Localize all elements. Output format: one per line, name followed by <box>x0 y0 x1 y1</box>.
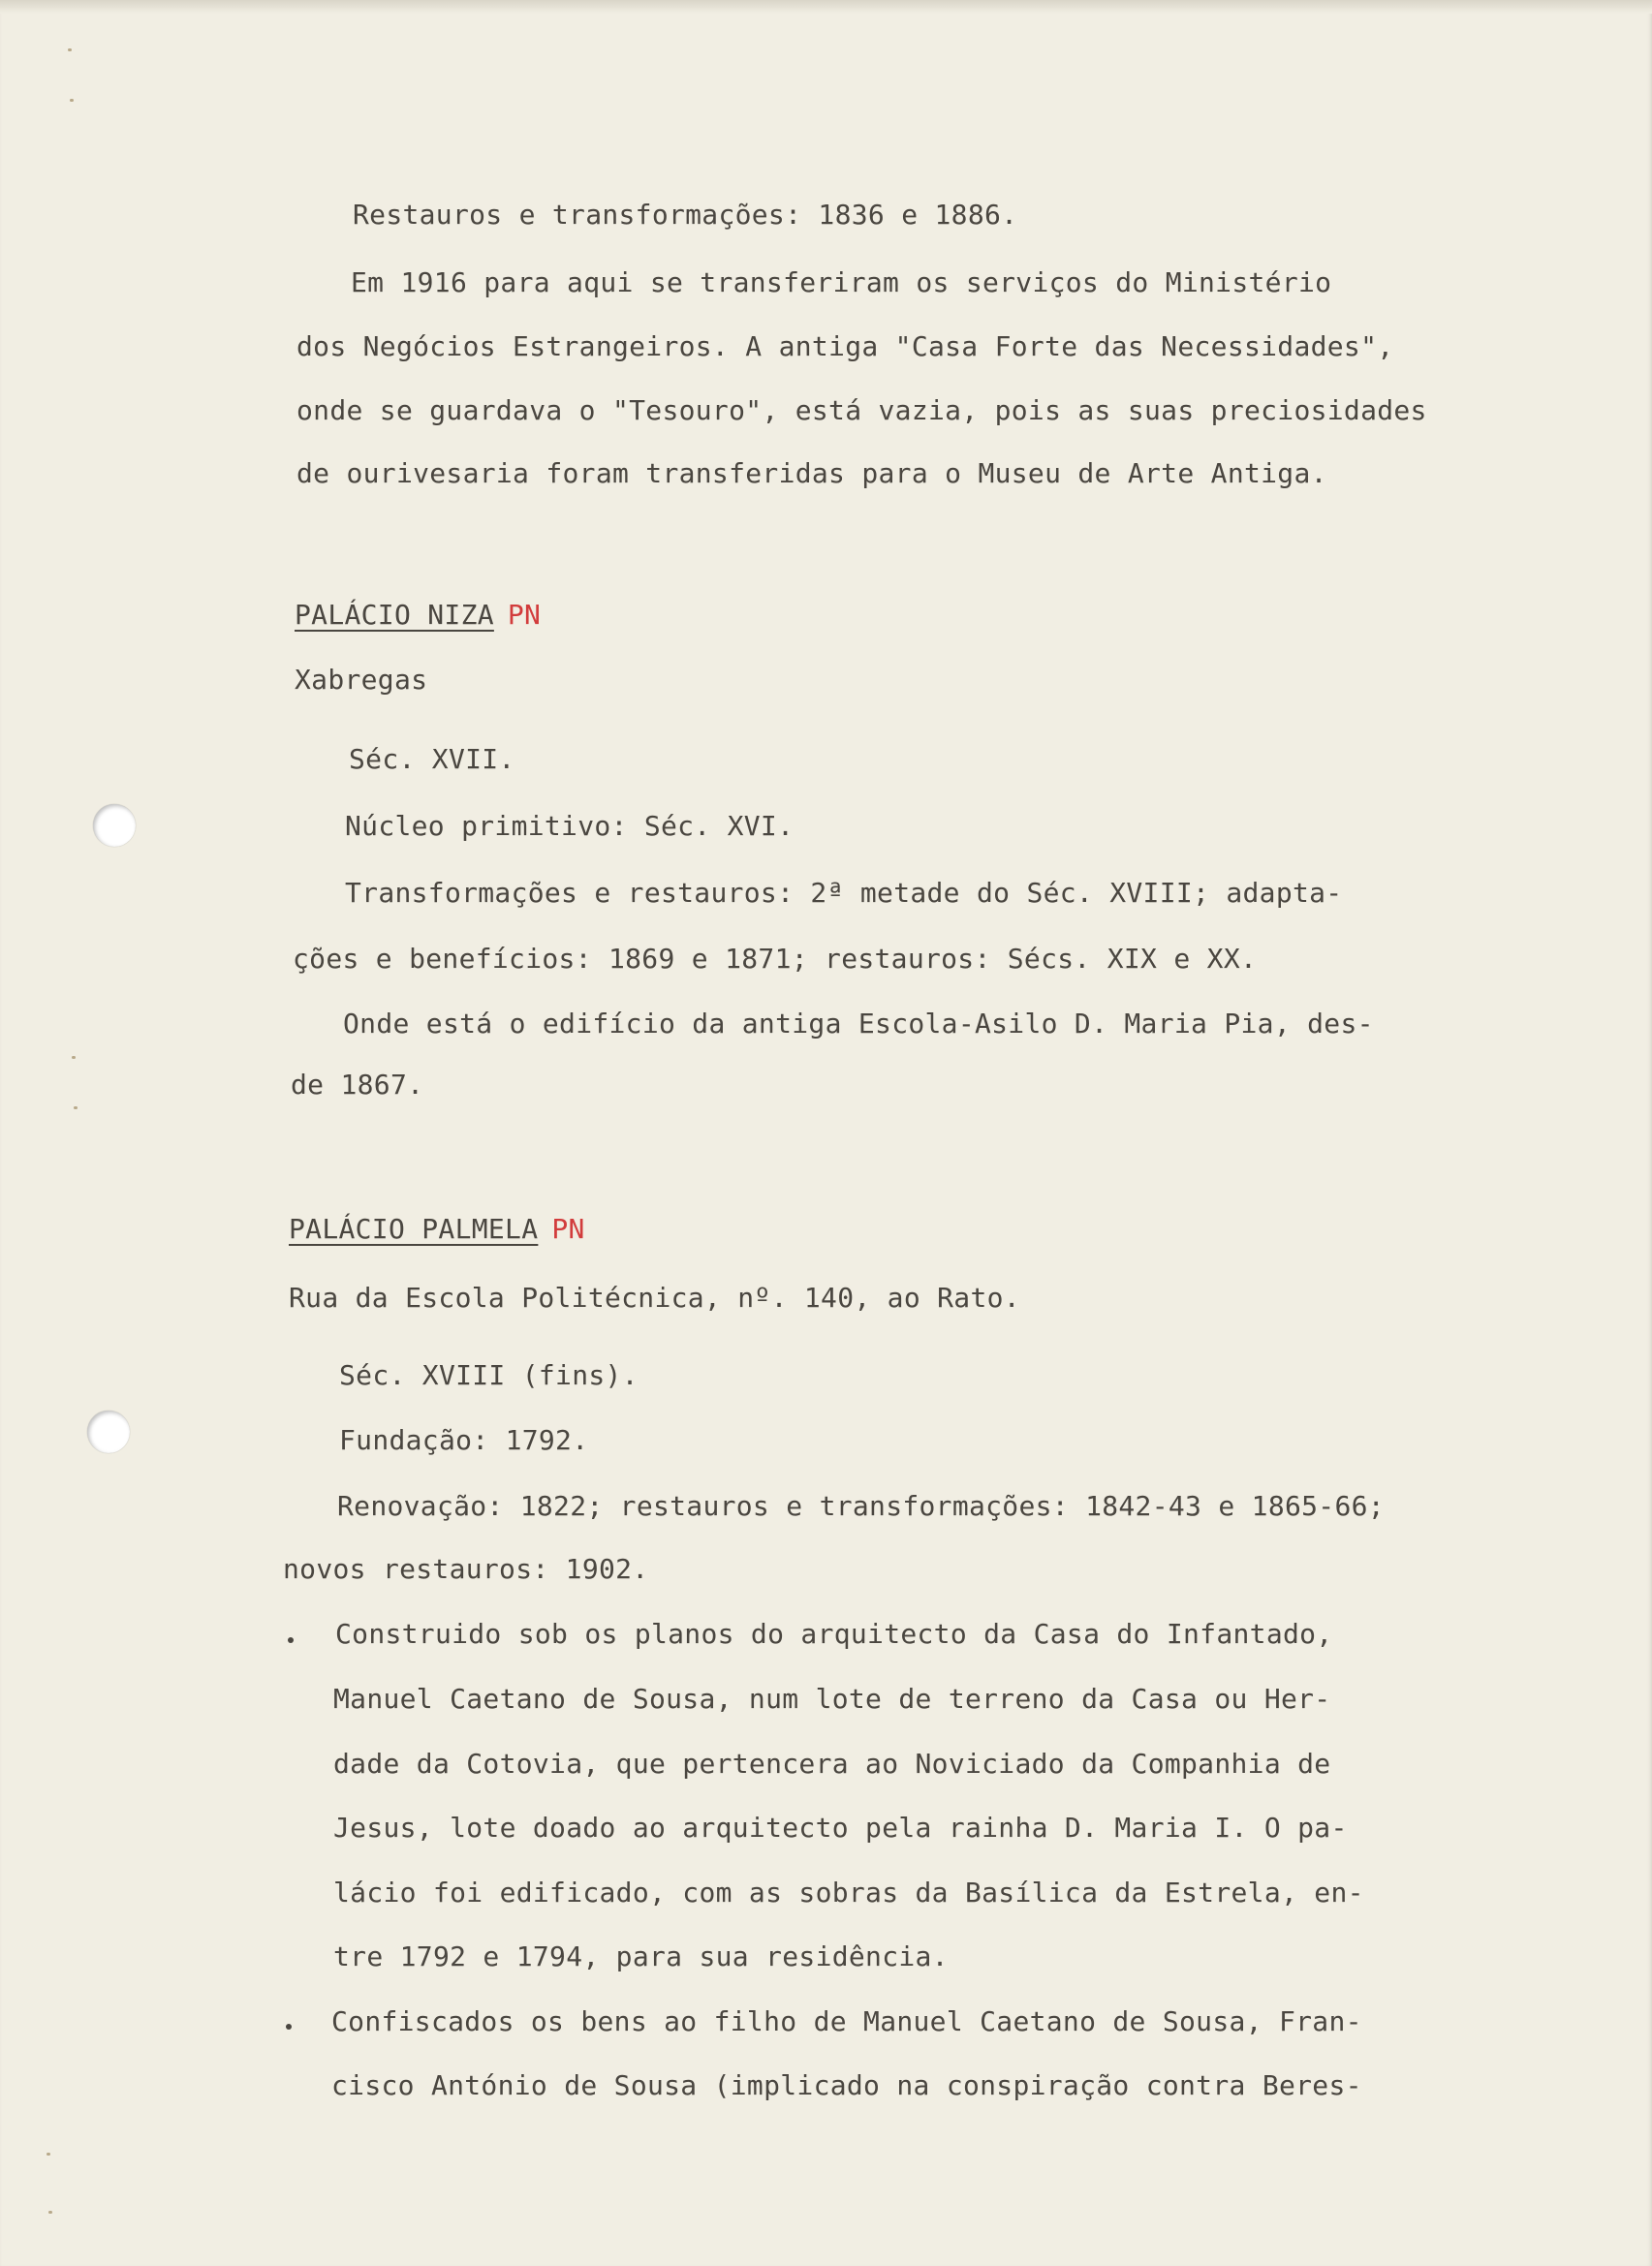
bullet-marker-2 <box>286 2024 292 2030</box>
palacio-niza-tag: PN <box>507 599 542 631</box>
palacio-palmela-line-3: Renovação: 1822; restauros e transformações: 1842-43 e 1865-66; <box>337 1490 1385 1522</box>
intro-line-2: Em 1916 para aqui se transferiram os serviços do Ministério <box>351 266 1332 298</box>
sheet-top-edge <box>0 0 1652 14</box>
palacio-niza-line-4: ções e benefícios: 1869 e 1871; restauros: Sécs. XIX e XX. <box>293 943 1258 975</box>
paper-speck <box>68 48 72 51</box>
bullet-2-line-2: cisco António de Sousa (implicado na conspiração contra Beres- <box>331 2069 1362 2101</box>
intro-line-1: Restauros e transformações: 1836 e 1886. <box>353 199 1018 231</box>
bullet-1-line-4: Jesus, lote doado ao arquitecto pela rainha D. Maria I. O pa- <box>333 1812 1348 1844</box>
palacio-palmela-location: Rua da Escola Politécnica, nº. 140, ao Rato. <box>289 1282 1020 1314</box>
palacio-palmela-heading <box>289 1213 585 1245</box>
palacio-niza-location: Xabregas <box>295 664 428 696</box>
punch-hole-lower <box>87 1411 130 1453</box>
bullet-marker-1 <box>288 1637 294 1643</box>
punch-hole-upper <box>93 804 136 847</box>
bullet-2-line-1: Confiscados os bens ao filho de Manuel Caetano de Sousa, Fran- <box>331 2005 1362 2037</box>
bullet-1-line-5: lácio foi edificado, com as sobras da Basílica da Estrela, en- <box>333 1877 1364 1909</box>
intro-line-4: onde se guardava o "Tesouro", está vazia, pois as suas preciosidades <box>296 394 1427 426</box>
bullet-1-line-2: Manuel Caetano de Sousa, num lote de terreno da Casa ou Her- <box>333 1683 1331 1715</box>
intro-line-3: dos Negócios Estrangeiros. A antiga "Casa Forte das Necessidades", <box>296 330 1394 362</box>
palacio-palmela-line-4: novos restauros: 1902. <box>283 1553 649 1585</box>
paper-speck <box>48 2211 52 2214</box>
paper-speck <box>72 1056 76 1059</box>
paper-speck <box>70 99 74 102</box>
palacio-palmela-title: PALÁCIO PALMELA <box>289 1213 539 1245</box>
palacio-niza-line-2: Núcleo primitivo: Séc. XVI. <box>345 810 795 842</box>
bullet-1-line-6: tre 1792 e 1794, para sua residência. <box>333 1940 949 1972</box>
palacio-niza-line-5: Onde está o edifício da antiga Escola-Asilo D. Maria Pia, des- <box>343 1008 1374 1040</box>
palacio-niza-line-3: Transformações e restauros: 2ª metade do Séc. XVIII; adapta- <box>345 877 1343 909</box>
palacio-palmela-line-1: Séc. XVIII (fins). <box>339 1359 639 1391</box>
palacio-palmela-line-2: Fundação: 1792. <box>339 1424 589 1456</box>
bullet-1-line-3: dade da Cotovia, que pertencera ao Noviciado da Companhia de <box>333 1748 1331 1780</box>
palacio-niza-line-6: de 1867. <box>291 1069 424 1101</box>
palacio-niza-title: PALÁCIO NIZA <box>295 599 494 631</box>
intro-line-5: de ourivesaria foram transferidas para o Museu de Arte Antiga. <box>296 457 1327 489</box>
bullet-1-line-1: Construido sob os planos do arquitecto da Casa do Infantado, <box>335 1618 1333 1650</box>
palacio-palmela-tag: PN <box>551 1213 585 1245</box>
palacio-niza-line-1: Séc. XVII. <box>349 743 515 775</box>
paper-speck <box>74 1106 78 1109</box>
paper-speck <box>47 2153 50 2156</box>
palacio-niza-heading <box>295 599 541 631</box>
